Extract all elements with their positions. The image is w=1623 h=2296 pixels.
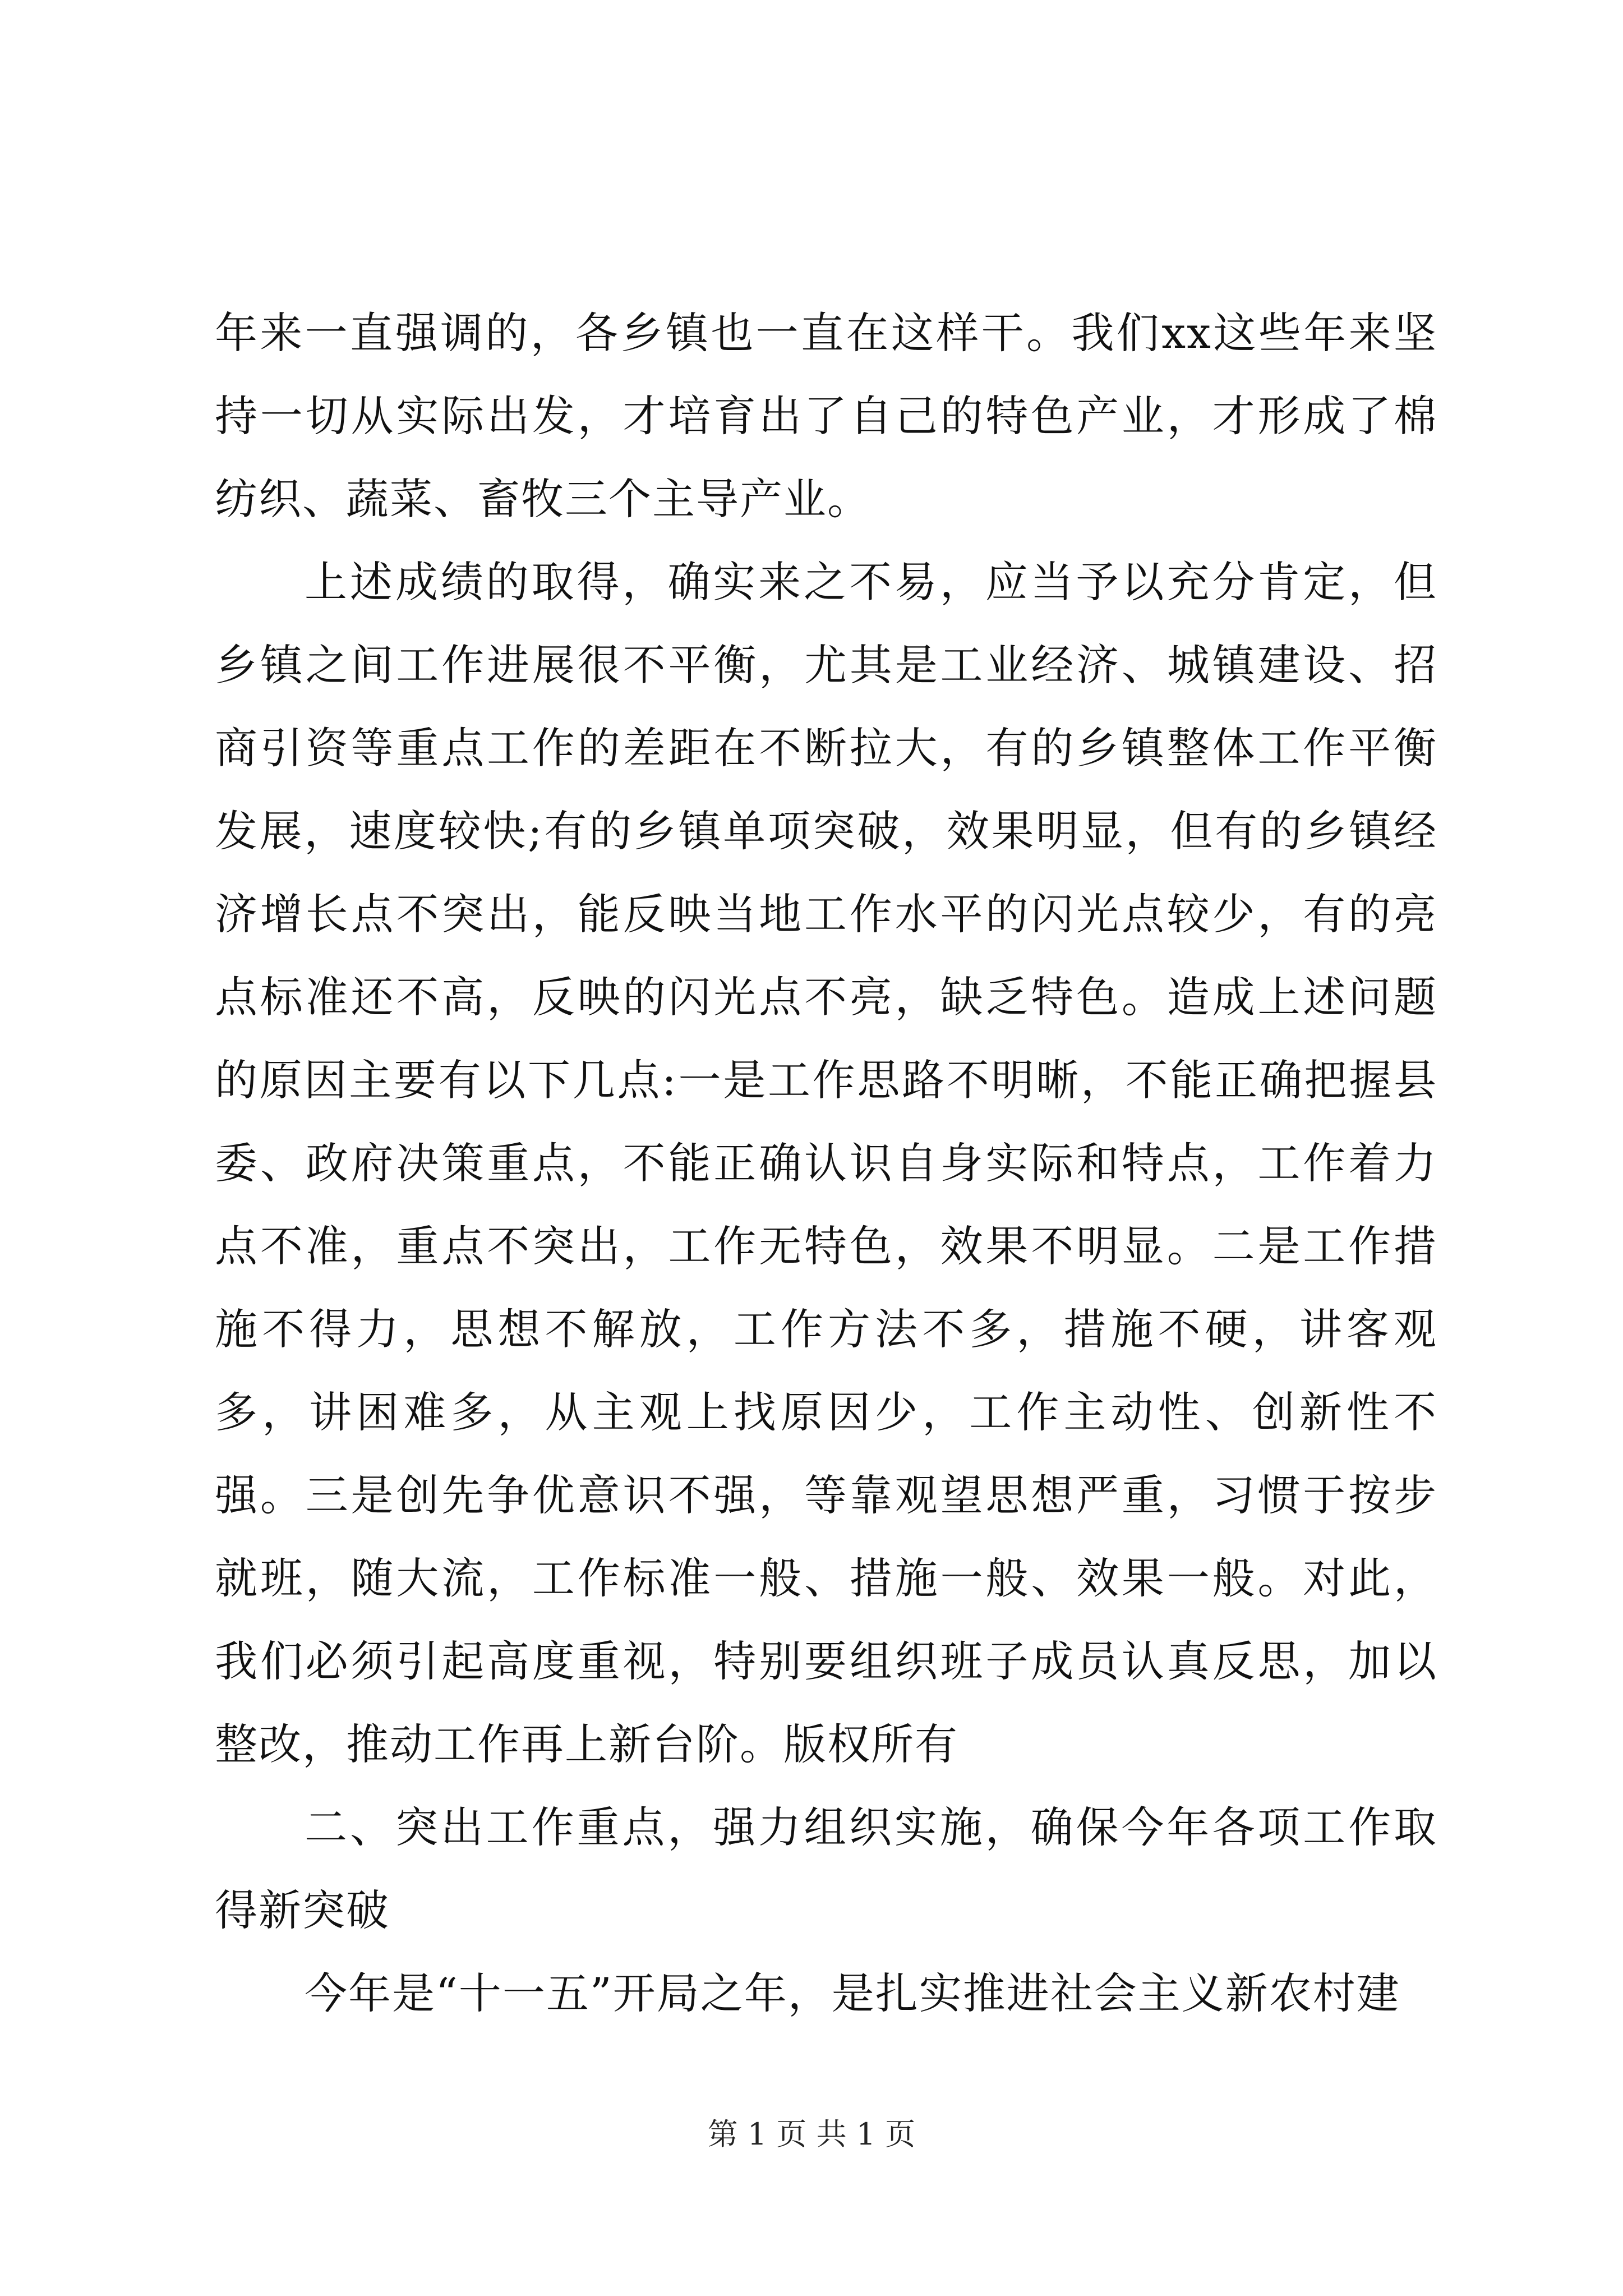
paragraph-2: 上述成绩的取得，确实来之不易，应当予以充分肯定，但乡镇之间工作进展很不平衡，尤其是工业经济、城镇建设、招商引资等重点工作的差距在不断拉大，有的乡镇整体工作平衡发展，速度较快;有的乡镇单项突破，效果明显，但有的乡镇经济增长点不突出，能反映当地工作水平的闪光点较少，有的亮点标准还不高，反映的闪光点不亮，缺乏特色。造成上述问题的原因主要有以下几点:一是工作思路不明晰，不能正确把握县委、政府决策重点，不能正确认识自身实际和特点，工作着力点不准，重点不突出，工作无特色，效果不明显。二是工作措施不得力，思想不解放，工作方法不多，措施不硬，讲客观多，讲困难多，从主观上找原因少，工作主动性、创新性不强。三是创先争优意识不强，等靠观望思想严重，习惯于按步就班，随大流，工作标准一般、措施一般、效果一般。对此，我们必须引起高度重视，特别要组织班子成员认真反思，加以整改，推动工作再上新台阶。版权所有 (215, 557, 1437, 1769)
document-body (215, 292, 1437, 2035)
paragraph-1: 年来一直强调的，各乡镇也一直在这样干。我们xx这些年来坚持一切从实际出发，才培育出了自己的特色产业，才形成了棉纺织、蔬菜、畜牧三个主导产业。 (215, 308, 1437, 524)
section-heading: 二、突出工作重点，强力组织实施，确保今年各项工作取得新突破 (215, 1802, 1437, 1935)
page-footer: 第 1 页 共 1 页 (707, 2116, 916, 2152)
paragraph-4: 今年是“十一五”开局之年，是扎实推进社会主义新农村建 (305, 1968, 1400, 2018)
